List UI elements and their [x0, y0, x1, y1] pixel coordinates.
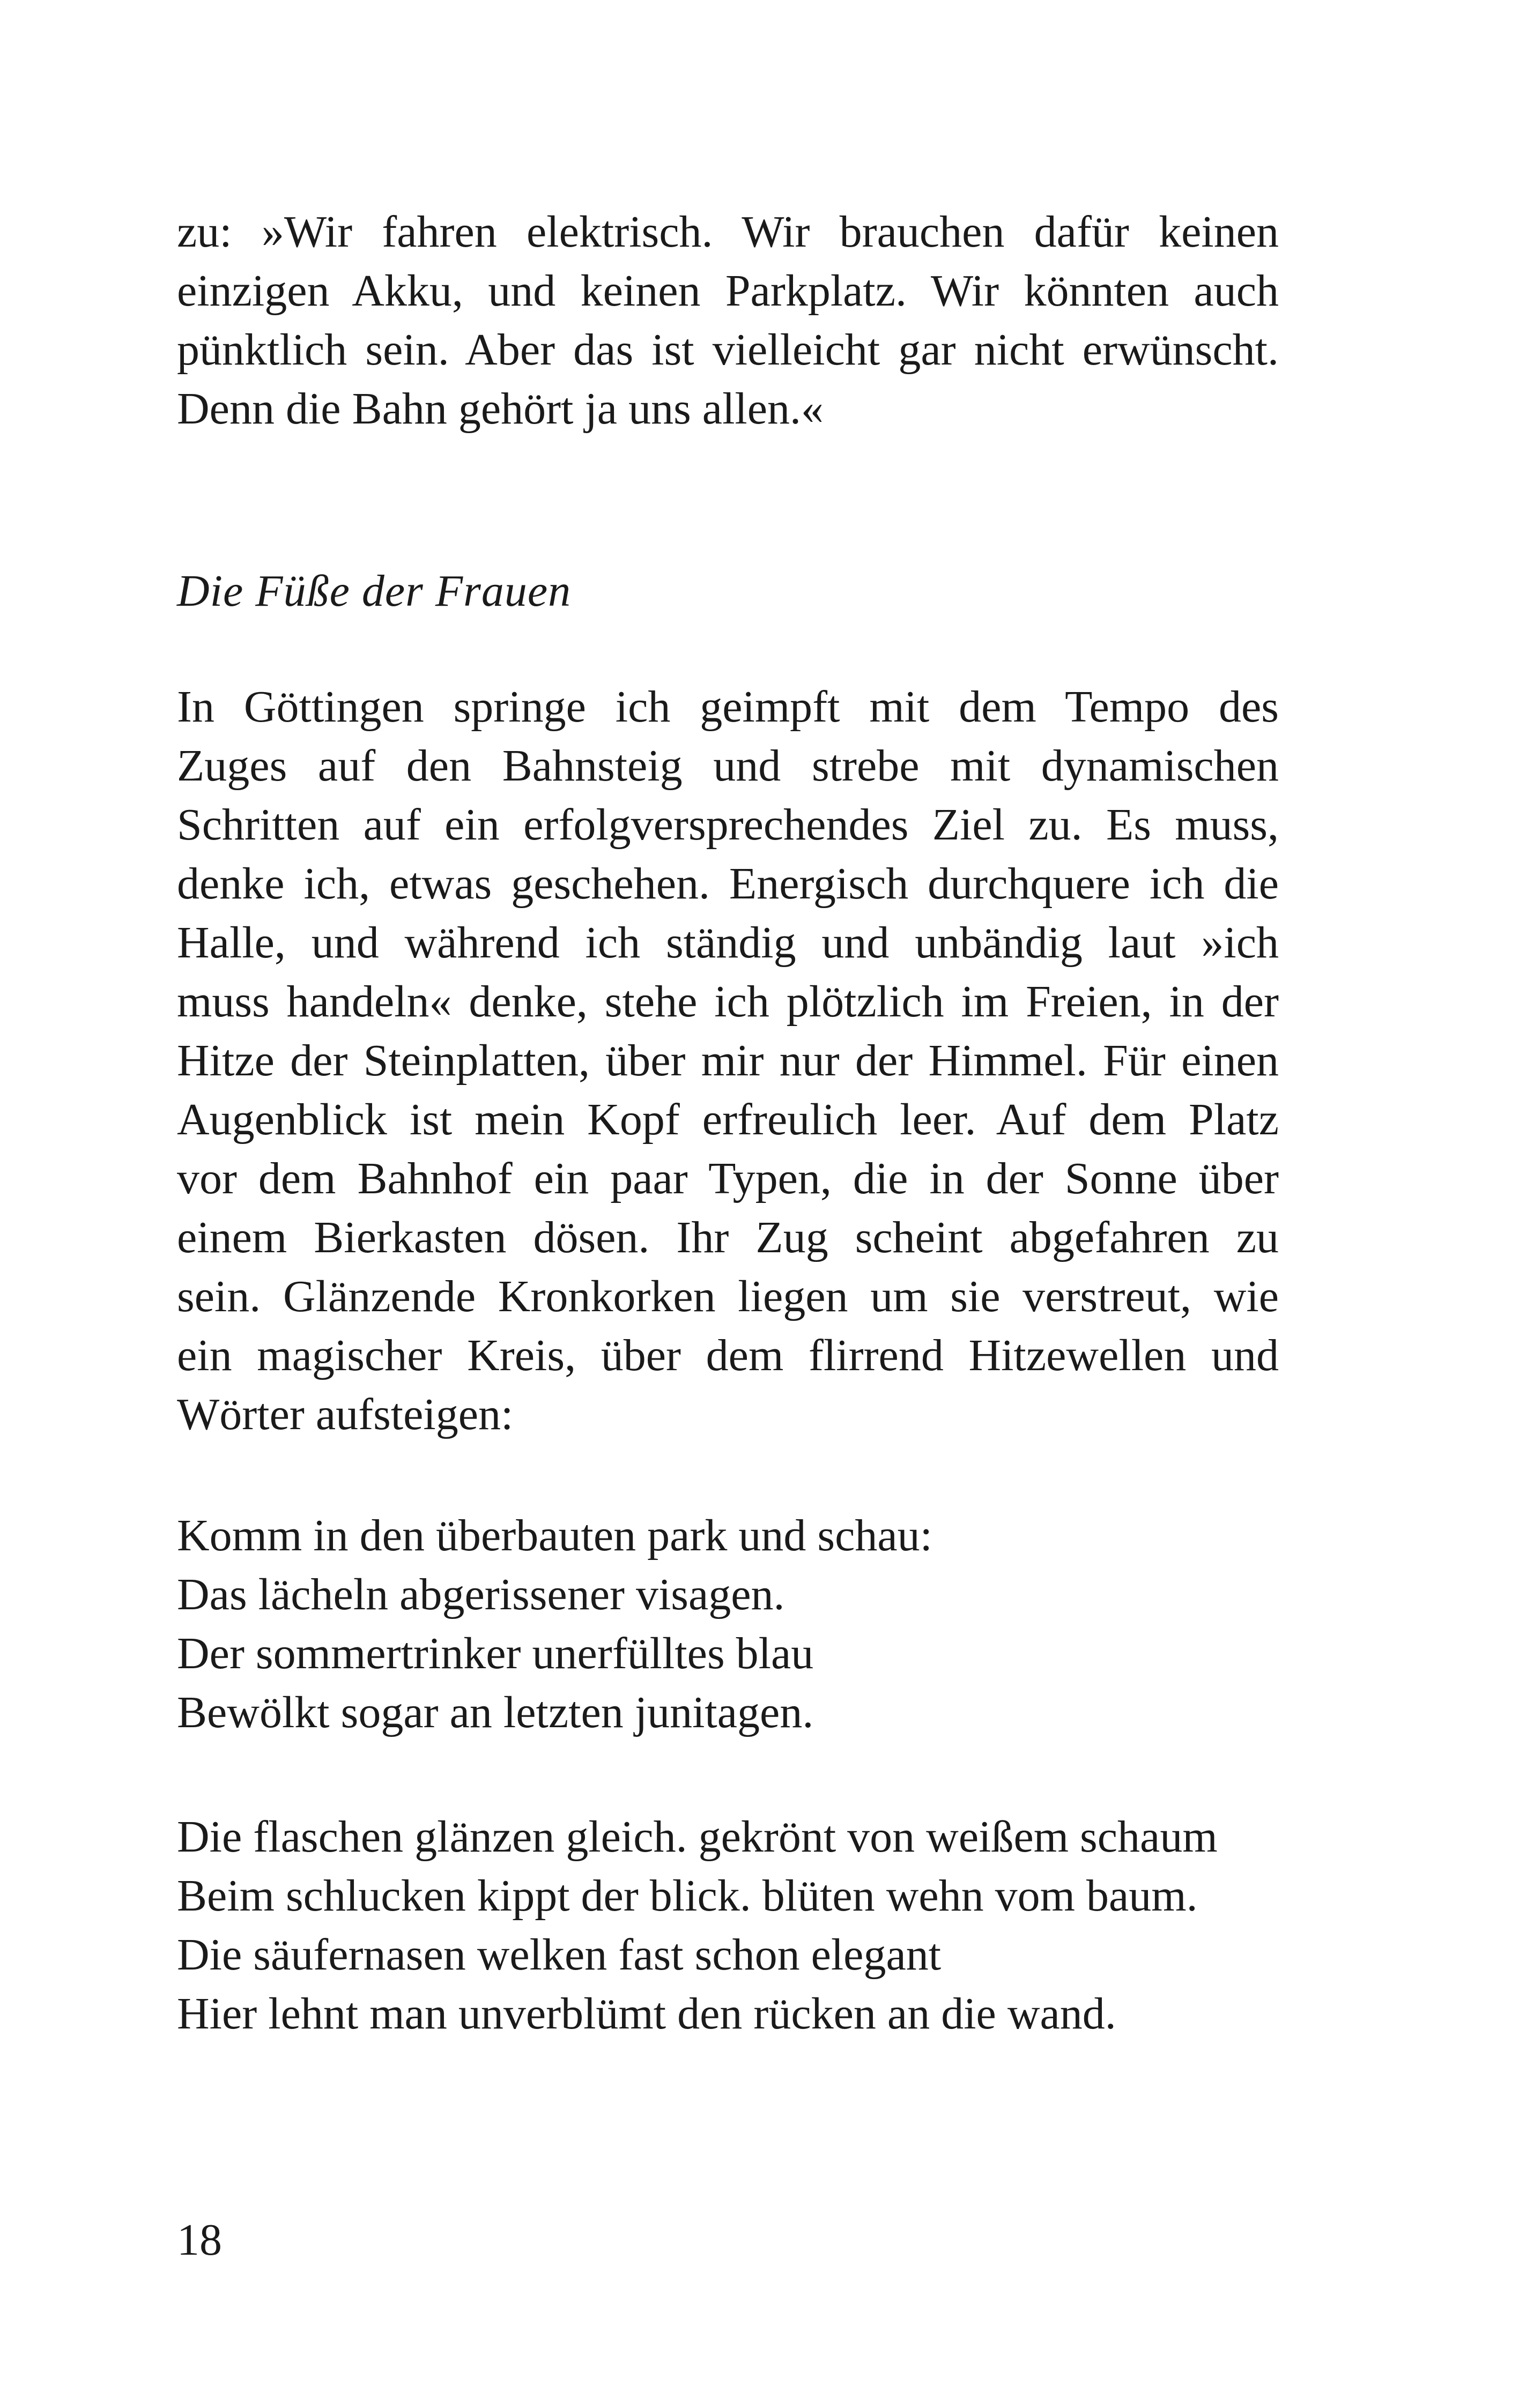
poem-line: Die säufernasen welken fast schon elegant	[177, 1930, 942, 1980]
poem-line: Bewölkt sogar an letzten junitagen.	[177, 1688, 814, 1737]
text-line: muss handeln« denke, stehe ich plötzlich im Freien, in der	[177, 977, 1279, 1027]
text-line: ein magischer Kreis, über dem flirrend Hitzewellen und	[177, 1331, 1279, 1380]
poem-line: Die flaschen glänzen gleich. gekrönt von weißem schaum	[177, 1812, 1218, 1862]
text-line: Denn die Bahn gehört ja uns allen.«	[177, 384, 824, 434]
poem-line: Hier lehnt man unverblümt den rücken an die wand.	[177, 1989, 1116, 2039]
text-line: In Göttingen springe ich geimpft mit dem Tempo des	[177, 682, 1279, 732]
text-line: Augenblick ist mein Kopf erfreulich leer. Auf dem Platz	[177, 1095, 1279, 1144]
text-line: Zuges auf den Bahnsteig und strebe mit dynamischen	[177, 741, 1279, 791]
section-heading: Die Füße der Frauen	[177, 566, 572, 616]
poem-line: Das lächeln abgerissener visagen.	[177, 1570, 785, 1619]
text-line: einem Bierkasten dösen. Ihr Zug scheint abgefahren zu	[177, 1213, 1279, 1262]
poem-line: Beim schlucken kippt der blick. blüten wehn vom baum.	[177, 1871, 1198, 1921]
poem-line: Komm in den überbauten park und schau:	[177, 1511, 932, 1560]
text-line: Schritten auf ein erfolgversprechendes Ziel zu. Es muss,	[177, 800, 1279, 850]
page-number: 18	[177, 2215, 222, 2265]
text-line: Wörter aufsteigen:	[177, 1389, 514, 1439]
text-line: pünktlich sein. Aber das ist vielleicht gar nicht erwünscht.	[177, 325, 1279, 375]
text-line: denke ich, etwas geschehen. Energisch durchquere ich die	[177, 859, 1279, 909]
text-line: einzigen Akku, und keinen Parkplatz. Wir könnten auch	[177, 266, 1279, 316]
text-line: Halle, und während ich ständig und unbändig laut »ich	[177, 918, 1279, 968]
poem-line: Der sommertrinker unerfülltes blau	[177, 1629, 814, 1678]
text-line: Hitze der Steinplatten, über mir nur der Himmel. Für einen	[177, 1036, 1279, 1086]
text-line: vor dem Bahnhof ein paar Typen, die in der Sonne über	[177, 1154, 1279, 1203]
text-line: zu: »Wir fahren elektrisch. Wir brauchen dafür keinen	[177, 207, 1279, 257]
text-line: sein. Glänzende Kronkorken liegen um sie verstreut, wie	[177, 1272, 1279, 1321]
